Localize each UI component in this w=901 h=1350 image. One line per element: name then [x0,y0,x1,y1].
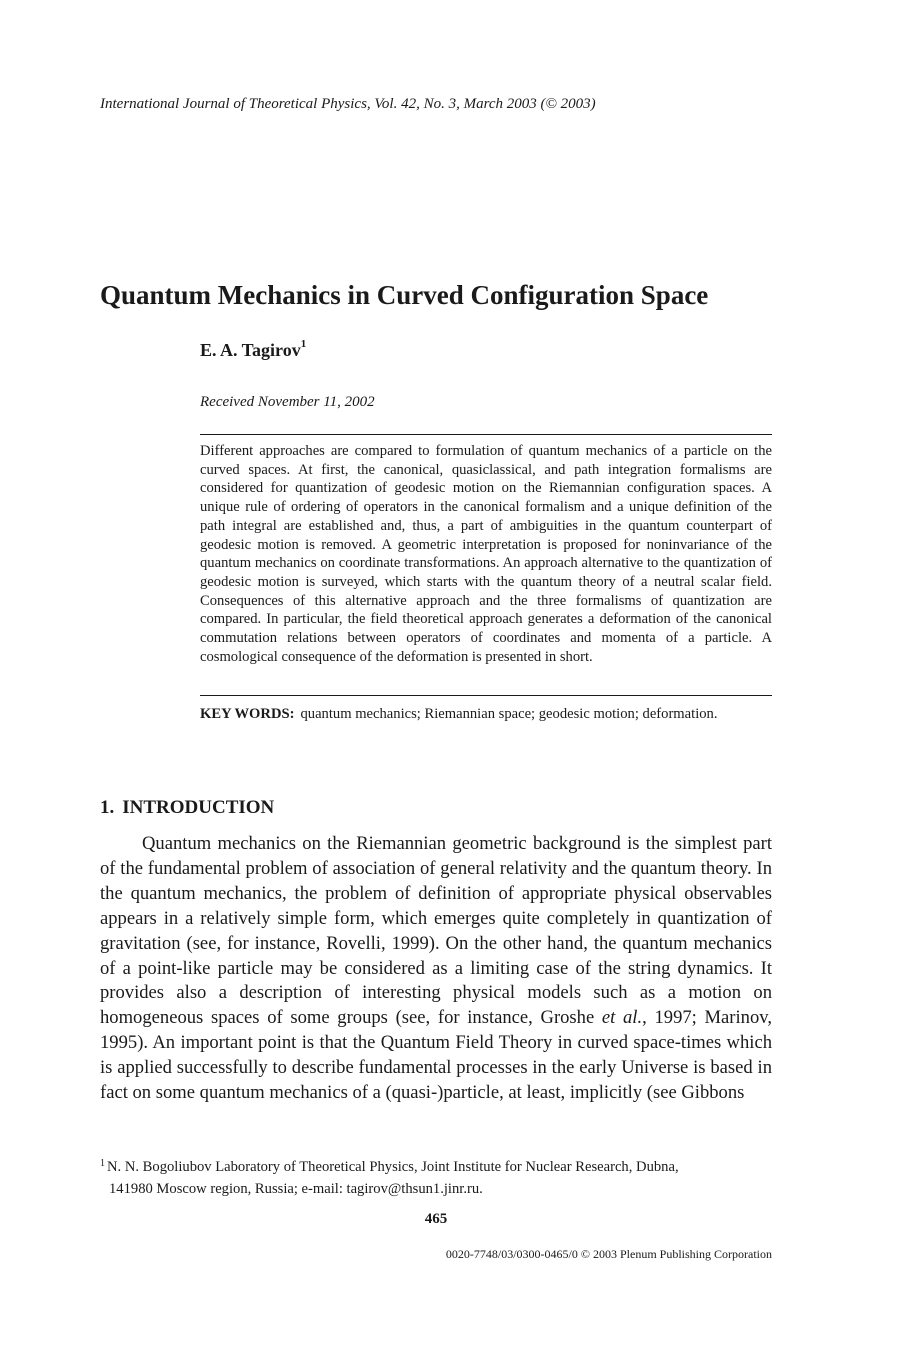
abstract-top-rule [200,434,772,435]
keywords [200,705,772,723]
keywords-text: quantum mechanics; Riemannian space; geodesic motion; deformation. [300,706,718,722]
footnote-line1: N. N. Bogoliubov Laboratory of Theoretical Physics, Joint Institute for Nuclear Research, Dubna, [107,1159,679,1175]
introduction-paragraph [100,832,772,1106]
copyright-line: 0020-7748/03/0300-0465/0 © 2003 Plenum Publishing Corporation [445,1247,772,1261]
keywords-label: KEY WORDS: [200,706,295,722]
author-footnote-mark: 1 [300,338,307,350]
received-date: Received November 11, 2002 [200,394,375,410]
paragraph-part1: Quantum mechanics on the Riemannian geometric background is the simplest part of the fundamental problem of association of general relativity and the quantum theory. In the quantum mechanics, the problem of definition of appropriate physical observables appears in a relatively simple form, which emerges quite completely in quantization of gravitation (see, for instance, Rovelli, 1999). On the other hand, the quantum mechanics of a point-like particle may be considered as a limiting case of the string dynamics. It provides also a description of interesting physical models such as a motion on homogeneous spaces of some groups (see, for instance, Groshe [100,833,772,1029]
section-number: 1. [100,797,115,818]
journal-citation: International Journal of Theoretical Physics, Vol. 42, No. 3, March 2003 (© 2003) [100,96,596,112]
abstract [200,442,772,666]
introduction-body [100,832,772,1106]
footnote-mark: 1 [100,1158,105,1169]
footnote [100,1157,772,1200]
paragraph-part2: , 1997; Marinov, 1995). An important point is that the Quantum Field Theory in curved space-times which is applied successfully to describe fundamental processes in the early Universe is based in fact on some quantum mechanics of a (quasi-)particle, at least, implicitly (see Gibbons [100,1007,772,1104]
article-title: Quantum Mechanics in Curved Configuration Space [100,280,709,310]
section-heading-introduction [100,797,274,819]
abstract-text: Different approaches are compared to formulation of quantum mechanics of a particle on the curved spaces. At first, the canonical, quasiclassical, and path integration formalisms are considered for quantization of geodesic motion on the Riemannian configuration spaces. A unique rule of ordering of operators in the canonical formalism and a unique definition of the path integral are established and, thus, a part of ambiguities in the quantum counterpart of geodesic motion is removed. A geometric interpretation is proposed for noninvariance of the quantum mechanics on coordinate transformations. An approach alternative to the quantization of geodesic motion is surveyed, which starts with the quantum theory of a neutral scalar field. Consequences of this alternative approach and the three formalisms of quantization are compared. In particular, the field theoretical approach generates a deformation of the canonical commutation relations between operators of coordinates and momenta of a particle. A cosmological consequence of the deformation is presented in short. [200,443,772,665]
abstract-bottom-rule [200,695,772,696]
author-name [200,340,306,361]
footnote-line2: 141980 Moscow region, Russia; e-mail: tagirov@thsun1.jinr.ru. [109,1181,483,1197]
page-number: 465 [424,1211,448,1227]
author-text: E. A. Tagirov [200,340,301,360]
citation-et-al: et al. [601,1007,643,1029]
section-title: INTRODUCTION [122,797,275,818]
